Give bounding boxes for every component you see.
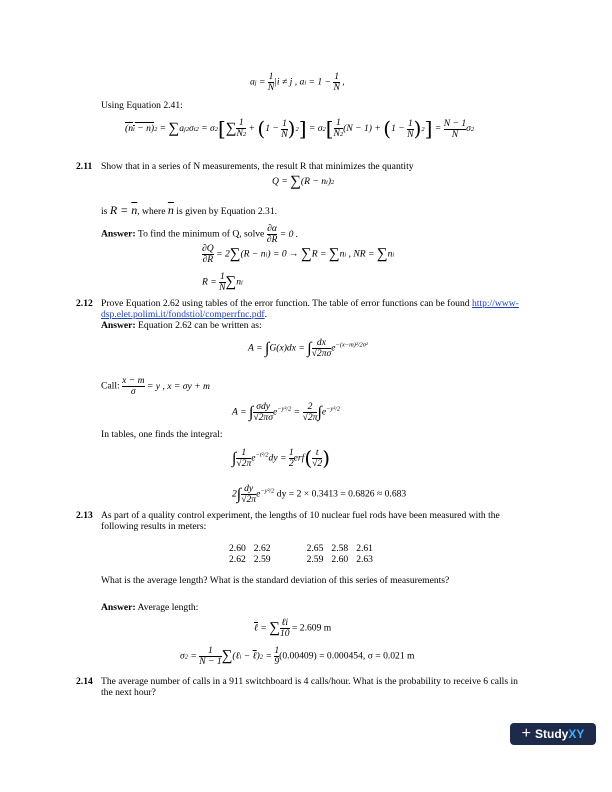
answer-line: Answer: Average length:	[101, 602, 199, 613]
problem-number: 2.13	[76, 510, 93, 521]
problem-text: The average number of calls in a 911 switchboard is 4 calls/hour. What is the probability to receive 6 calls in	[101, 676, 518, 687]
problem-number: 2.11	[76, 161, 93, 172]
erf-result: 2∫ $\frac{dy}{√2\pi}$ $e^{-y^2/2}$ dy = 2 × 0.3413 = 0.6826 ≈ 0.683	[232, 483, 407, 505]
r-mean-equation: R = $\frac{1}{N}$ ∑ni	[202, 271, 243, 293]
q-equation: Q = ∑(R − ni)2	[272, 173, 335, 190]
normalized-integral: A = ∫ $\frac{\text{σdy}}{√2\pi\sigma}$ $e^{-y^2/2}$ = $\frac{2}{√2\pi}$ $\int e^{-y^2/2}$	[232, 401, 341, 423]
problem-text: following results in meters:	[101, 521, 207, 532]
link-continuation: dsp.elet.polimi.it/fondstiol/comperrfnc.pdf.	[101, 309, 268, 320]
problem-number: 2.14	[76, 676, 93, 687]
table-row: 2.62 2.59 2.59 2.60 2.63	[229, 554, 373, 565]
plus-icon: +	[521, 725, 531, 742]
problem-number: 2.12	[76, 298, 93, 309]
problem-text: the next hour?	[101, 687, 156, 698]
aj-equation: aj = $\frac{1}{N}$ |i ≠ j , ai = 1 − $\frac{1}{N}$ ,	[250, 71, 345, 93]
result-statement: is $R = \overline{n}$, where $\overline{n}$ is given by Equation 2.31.	[101, 203, 278, 217]
question-line: What is the average length? What is the standard deviation of this series of measurements?	[101, 575, 450, 586]
tables-line: In tables, one finds the integral:	[101, 429, 223, 440]
rod-lengths-table	[225, 543, 377, 565]
std-equation: σ2 = $\frac{1}{N - 1}$ ∑(ℓi − ℓ)2 = $\frac{1}{9}$ (0.00409) = 0.000454, σ = 0.021 m	[180, 645, 415, 667]
problem-text: Show that in a series of N measurements, the result R that minimizes the quantity	[101, 161, 414, 172]
using-eq-241: Using Equation 2.41:	[101, 100, 183, 111]
problem-text: Prove Equation 2.62 using tables of the error function. The table of error functions can be found http://www-	[101, 298, 519, 309]
studyxy-logo: + Study XY	[510, 723, 596, 745]
substitution-line: Call: $\frac{x - m}{\sigma}$ = y , x = σy + m	[101, 375, 210, 397]
variance-equation: (ni − n)2 = ∑aj2σi2 = σ2[∑ $\frac{1}{N2}$ + (1 − $\frac{1}{N}$ )2] = σ2[ $\frac{1}{N2}$ (N − 1) + (1 − $\frac{1}{N}$ )2] = $\frac{N - 1}{N}$ σ2	[125, 116, 475, 141]
mean-equation: ℓ = ∑ $\frac{\text{ℓi}}{10}$ = 2.609 m	[254, 617, 332, 639]
erf-table-link[interactable]: http://www-	[471, 298, 519, 309]
integral-equation: A = ∫G(x)dx = ∫ $\frac{dx}{√2\pi\sigma}$ $e^{-(x-m)^2/2\sigma^2}$	[248, 337, 368, 359]
derivative-equation: $\frac{\partial Q}{\partial R}$ = 2∑(R − ni) = 0 → ∑R = ∑ni , NR = ∑ni	[202, 243, 395, 265]
answer-line: Answer: Equation 2.62 can be written as:	[101, 320, 262, 331]
problem-text: As part of a quality control experiment, the lengths of 10 nuclear fuel rods have been measured with the	[101, 510, 500, 521]
table-row: 2.60 2.62 2.65 2.58 2.61	[229, 543, 373, 554]
erf-table-link[interactable]: dsp.elet.polimi.it/fondstiol/comperrfnc.pdf	[101, 309, 265, 320]
erf-integral: ∫ $\frac{1}{√2\pi}$ $e^{-t^2/2}dy$ = $\frac{1}{2}$ erf( $\frac{t}{√2}$ )	[232, 446, 330, 470]
answer-line: Answer: To find the minimum of Q, solve $\frac{\partial\alpha}{\partial R}$ = 0 .	[101, 223, 299, 245]
